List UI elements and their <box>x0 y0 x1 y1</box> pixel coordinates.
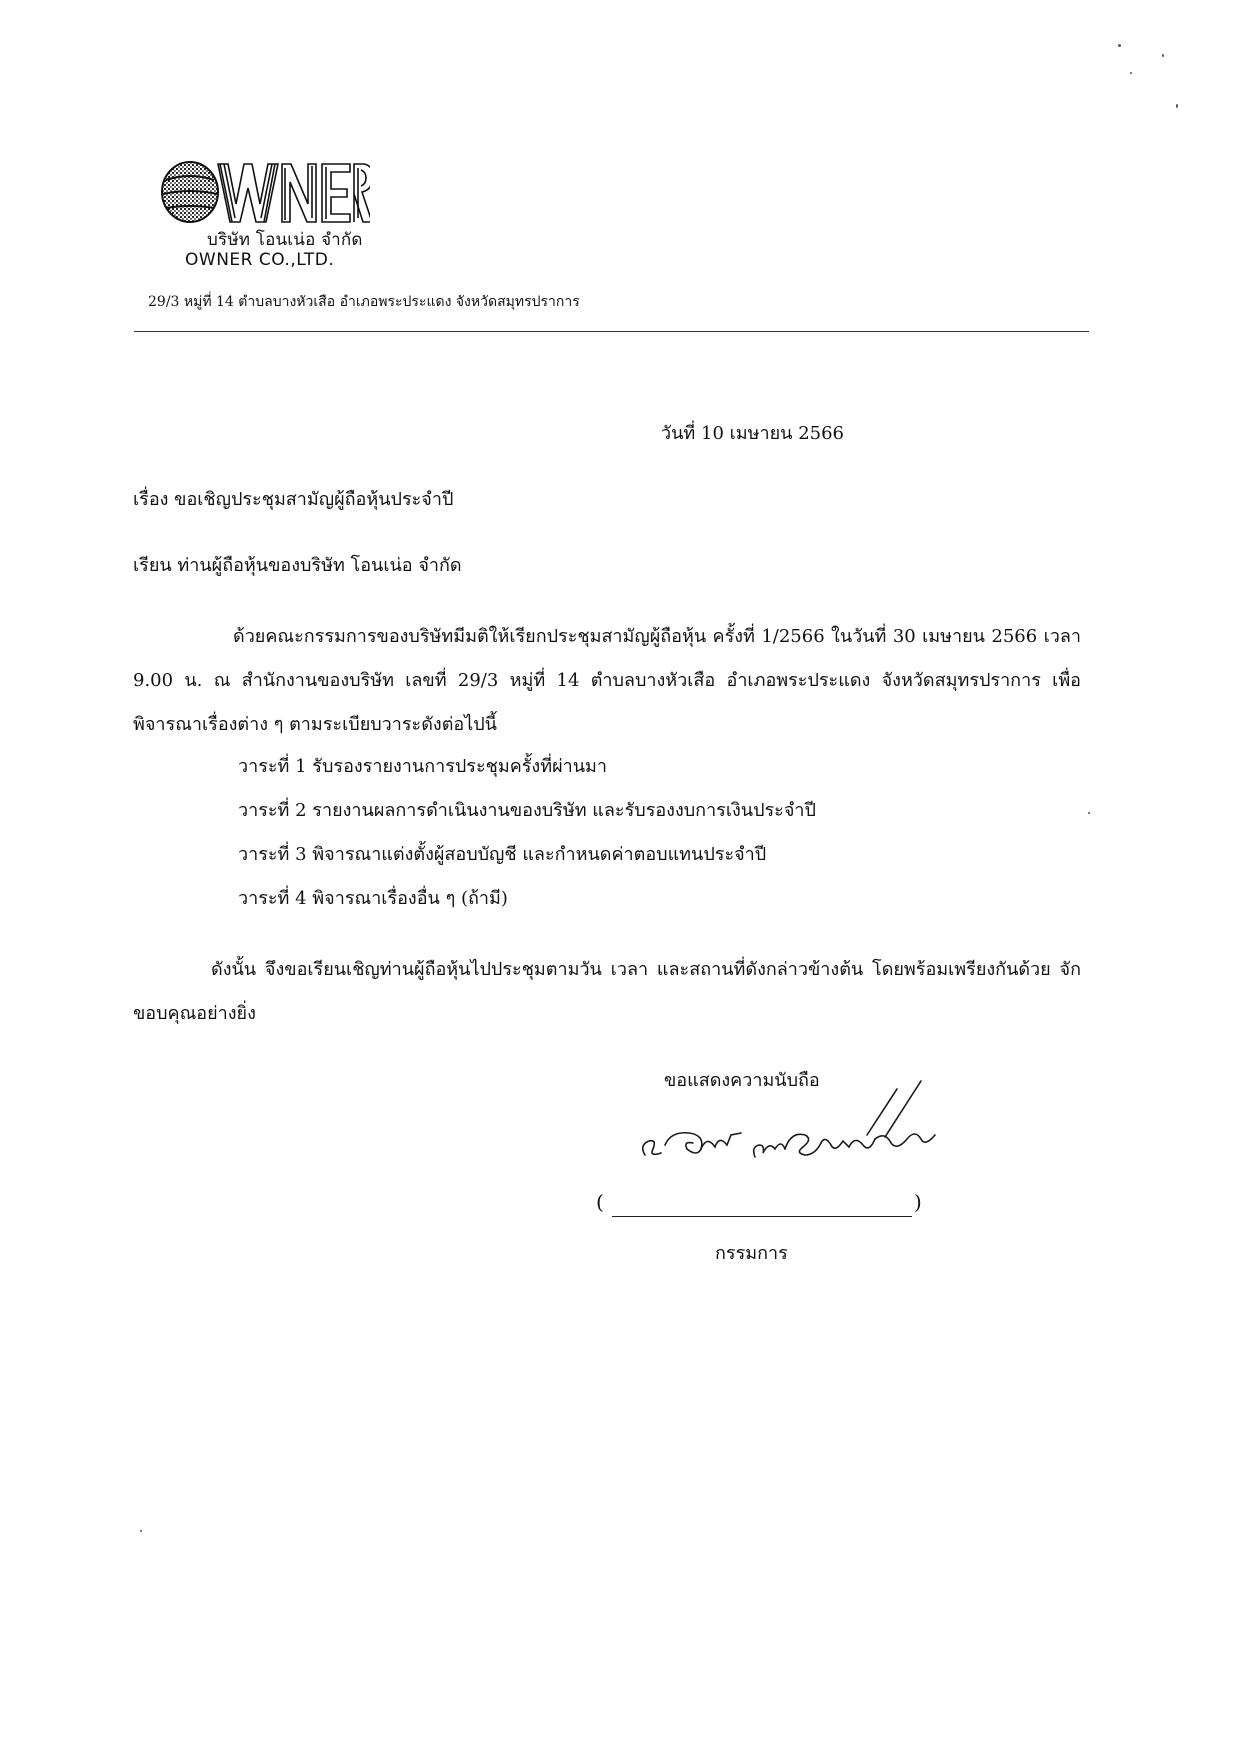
handwritten-signature <box>635 1075 965 1185</box>
company-name-english: OWNER CO.,LTD. <box>185 250 335 270</box>
company-logo <box>160 160 370 230</box>
scan-speck <box>1088 812 1090 814</box>
letter-salutation: เรียน ท่านผู้ถือหุ้นของบริษัท โอนเน่อ จำกัด <box>133 555 462 576</box>
signature-paren-close: ) <box>914 1190 922 1214</box>
agenda-item: วาระที่ 4 พิจารณาเรื่องอื่น ๆ (ถ้ามี) <box>238 888 508 909</box>
scan-speck <box>140 1530 142 1532</box>
scan-speck <box>1130 72 1132 74</box>
agenda-item: วาระที่ 2 รายงานผลการดำเนินงานของบริษัท และรับรองงบการเงินประจำปี <box>238 800 816 821</box>
company-address: 29/3 หมู่ที่ 14 ตำบลบางหัวเสือ อำเภอพระประแดง จังหวัดสมุทรปราการ <box>148 294 580 310</box>
letter-date: วันที่ 10 เมษายน 2566 <box>661 423 844 444</box>
signer-title: กรรมการ <box>715 1243 788 1264</box>
agenda-item: วาระที่ 3 พิจารณาแต่งตั้งผู้สอบบัญชี และกำหนดค่าตอบแทนประจำปี <box>238 844 767 865</box>
agenda-item: วาระที่ 1 รับรองรายงานการประชุมครั้งที่ผ่านมา <box>238 756 608 777</box>
scan-speck <box>1176 104 1178 108</box>
scan-speck <box>1162 54 1164 57</box>
closing-phrase: ขอแสดงความนับถือ <box>664 1070 820 1091</box>
header-divider <box>134 331 1089 332</box>
body-paragraph-intro: ด้วยคณะกรรมการของบริษัทมีมติให้เรียกประชุมสามัญผู้ถือหุ้น ครั้งที่ 1/2566 ในวันที่ 30 เมษายน 2566 เวลา 9.00 น. ณ สำนักงานของบริษัท เลขที่ 29/3 หมู่ที่ 14 ตำบลบางหัวเสือ อำเภอพระประแดง จังหวัดสมุทรปราการ เพื่อพิจารณาเรื่องต่าง ๆ ตามระเบียบวาระดังต่อไปนี้ <box>133 626 1081 735</box>
signature-paren-open: ( <box>596 1190 604 1214</box>
company-name-thai: บริษัท โอนเน่อ จำกัด <box>207 230 363 250</box>
scan-speck <box>1118 44 1121 47</box>
body-paragraph-closing: ดังนั้น จึงขอเรียนเชิญท่านผู้ถือหุ้นไปประชุมตามวัน เวลา และสถานที่ดังกล่าวข้างต้น โดยพร้อมเพรียงกันด้วย จักขอบคุณอย่างยิ่ง <box>133 959 1081 1024</box>
letter-subject: เรื่อง ขอเชิญประชุมสามัญผู้ถือหุ้นประจำปี <box>133 489 454 510</box>
agenda-list <box>238 745 816 921</box>
signature-line <box>612 1216 912 1217</box>
